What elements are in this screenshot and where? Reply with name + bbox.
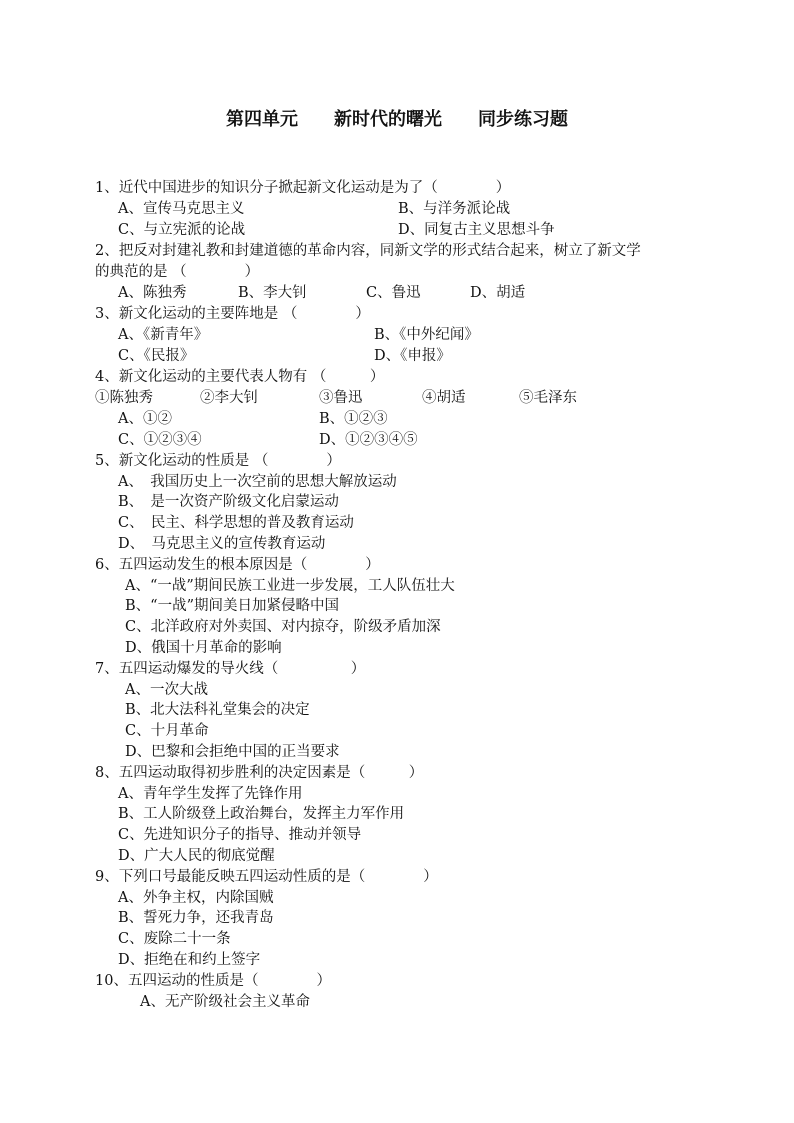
q5-option-a: A、 我国历史上一次空前的思想大解放运动 (118, 474, 397, 490)
q10-option-a: A、无产阶级社会主义革命 (140, 994, 310, 1010)
q7-option-d: D、巴黎和会拒绝中国的正当要求 (125, 744, 340, 760)
page-title: 第四单元 新时代的曙光 同步练习题 (226, 109, 568, 130)
question-8-stem: 8、五四运动取得初步胜利的决定因素是（ ） (95, 765, 424, 781)
q1-option-d: D、同复古主义思想斗争 (398, 222, 555, 238)
q3-option-b: B、《中外纪闻》 (374, 327, 479, 343)
q8-option-c: C、先进知识分子的指导、推动并领导 (118, 827, 362, 843)
q4-option-b: B、①②③ (319, 411, 388, 427)
q4-person-5: ⑤毛泽东 (519, 390, 577, 406)
q4-option-d: D、①②③④⑤ (319, 432, 418, 448)
q3-option-d: D、《申报》 (374, 348, 451, 364)
question-7-stem: 7、五四运动爆发的导火线（ ） (95, 661, 366, 677)
q6-option-c: C、北洋政府对外卖国、对内掠夺，阶级矛盾加深 (125, 619, 441, 635)
q6-option-d: D、俄国十月革命的影响 (125, 640, 282, 656)
question-3-stem: 3、新文化运动的主要阵地是 （ ） (95, 306, 370, 322)
q4-person-3: ③鲁迅 (319, 390, 363, 406)
question-4-stem: 4、新文化运动的主要代表人物有 （ ） (95, 369, 385, 385)
q5-option-b: B、 是一次资产阶级文化启蒙运动 (118, 494, 339, 510)
q1-option-b: B、与洋务派论战 (398, 201, 511, 217)
q1-option-c: C、与立宪派的论战 (118, 222, 246, 238)
q4-person-1: ①陈独秀 (95, 390, 153, 406)
q9-option-b: B、誓死力争，还我青岛 (118, 910, 274, 926)
q2-option-c: C、鲁迅 (366, 285, 421, 301)
q5-option-c: C、 民主、科学思想的普及教育运动 (118, 515, 354, 531)
q8-option-a: A、青年学生发挥了先锋作用 (118, 786, 303, 802)
q7-option-c: C、十月革命 (125, 723, 209, 739)
q9-option-a: A、外争主权，内除国贼 (118, 890, 274, 906)
question-5-stem: 5、新文化运动的性质是 （ ） (95, 453, 341, 469)
q4-option-c: C、①②③④ (118, 432, 202, 448)
q8-option-d: D、广大人民的彻底觉醒 (118, 848, 275, 864)
q7-option-a: A、一次大战 (125, 682, 208, 698)
q5-option-d: D、 马克思主义的宣传教育运动 (118, 536, 326, 552)
q4-person-2: ②李大钊 (200, 390, 258, 406)
question-2-stem-line2: 的典范的是 （ ） (95, 264, 260, 280)
q9-option-d: D、拒绝在和约上签字 (118, 952, 261, 968)
q3-option-a: A、《新青年》 (118, 327, 209, 343)
q8-option-b: B、工人阶级登上政治舞台，发挥主力军作用 (118, 806, 405, 822)
question-9-stem: 9、下列口号最能反映五四运动性质的是（ ） (95, 869, 438, 885)
question-10-stem: 10、五四运动的性质是（ ） (95, 973, 331, 989)
q6-option-a: A、“一战”期间民族工业进一步发展，工人队伍壮大 (125, 578, 455, 594)
question-6-stem: 6、五四运动发生的根本原因是（ ） (95, 557, 380, 573)
q2-option-d: D、胡适 (470, 285, 526, 301)
q3-option-c: C、《民报》 (118, 348, 195, 364)
q7-option-b: B、北大法科礼堂集会的决定 (125, 702, 310, 718)
q1-option-a: A、宣传马克思主义 (118, 201, 245, 217)
q2-option-b: B、李大钊 (238, 285, 307, 301)
q4-option-a: A、①② (118, 411, 172, 427)
question-1-stem: 1、近代中国进步的知识分子掀起新文化运动是为了（ ） (95, 180, 511, 196)
q4-person-4: ④胡适 (422, 390, 466, 406)
q2-option-a: A、陈独秀 (118, 285, 187, 301)
question-2-stem-line1: 2、把反对封建礼教和封建道德的革命内容，同新文学的形式结合起来，树立了新文学 (95, 243, 641, 259)
q6-option-b: B、“一战”期间美日加紧侵略中国 (125, 598, 339, 614)
q9-option-c: C、废除二十一条 (118, 931, 231, 947)
